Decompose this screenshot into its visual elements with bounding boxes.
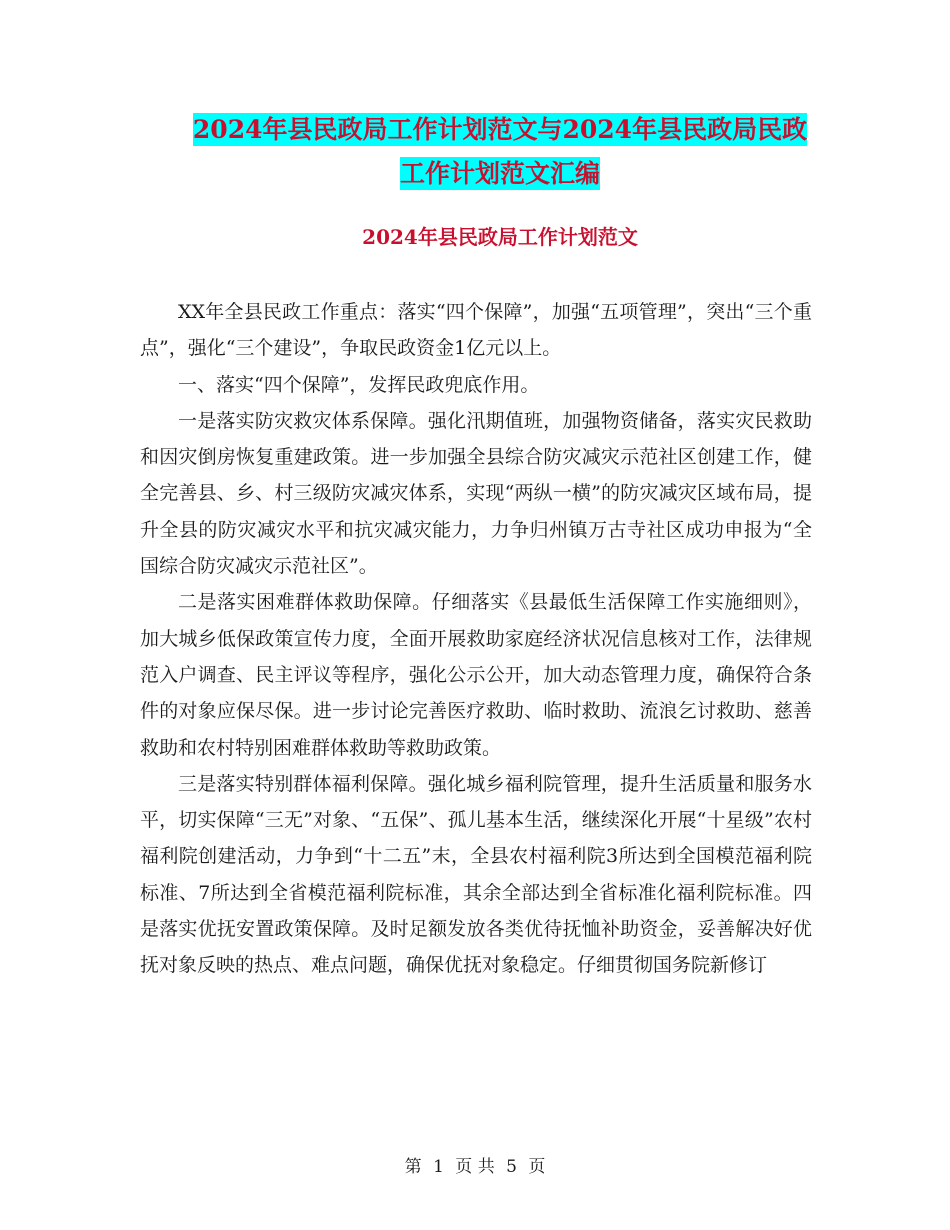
paragraph: XX年全县民政工作重点：落实“四个保障”，加强“五项管理”，突出“三个重点”，强化“三个建设”，争取民政资金1亿元以上。 — [140, 301, 812, 360]
page-footer — [0, 1152, 950, 1177]
document-title-line1: 2024年县民政局工作计划范文与2024年县民政局民政 — [192, 115, 808, 144]
page-number: 1 — [433, 1157, 444, 1177]
paragraph: 一、落实“四个保障”，发挥民政兜底作用。 — [178, 373, 540, 396]
document-title — [140, 108, 860, 196]
page-label-prefix: 第 — [404, 1157, 422, 1177]
page-label-mid: 页 共 — [455, 1157, 495, 1177]
page-total: 5 — [506, 1157, 517, 1177]
document-body — [140, 294, 812, 984]
page-label-suffix: 页 — [528, 1157, 546, 1177]
document-title-line2: 工作计划范文汇编 — [399, 159, 600, 188]
section-title: 2024年县民政局工作计划范文 — [362, 225, 638, 249]
paragraph: 二是落实困难群体救助保障。仔细落实《县最低生活保障工作实施细则》，加大城乡低保政策宣传力度，全面开展救助家庭经济状况信息核对工作，法律规范入户调查、民主评议等程序，强化公示公开，加大动态管理力度，确保符合条件的对象应保尽保。进一步讨论完善医疗救助、临时救助、流浪乞讨救助、慈善救助和农村特别困难群体救助等救助政策。 — [140, 591, 812, 759]
paragraph: 一是落实防灾救灾体系保障。强化汛期值班，加强物资储备，落实灾民救助和因灾倒房恢复重建政策。进一步加强全县综合防灾减灾示范社区创建工作，健全完善县、乡、村三级防灾减灾体系，实现“两纵一横”的防灾减灾区域布局，提升全县的防灾减灾水平和抗灾减灾能力，力争归州镇万古寺社区成功申报为“全国综合防灾减灾示范社区”。 — [140, 409, 812, 578]
paragraph: 三是落实特别群体福利保障。强化城乡福利院管理，提升生活质量和服务水平，切实保障“三无”对象、“五保”、孤儿基本生活，继续深化开展“十星级”农村福利院创建活动，力争到“十二五”末，全县农村福利院3所达到全国模范福利院标准、7所达到全省模范福利院标准，其余全部达到全省标准化福利院标准。四是落实优抚安置政策保障。及时足额发放各类优待抚恤补助资金，妥善解决好优抚对象反映的热点、难点问题，确保优抚对象稳定。仔细贯彻国务院新修订 — [140, 772, 812, 977]
